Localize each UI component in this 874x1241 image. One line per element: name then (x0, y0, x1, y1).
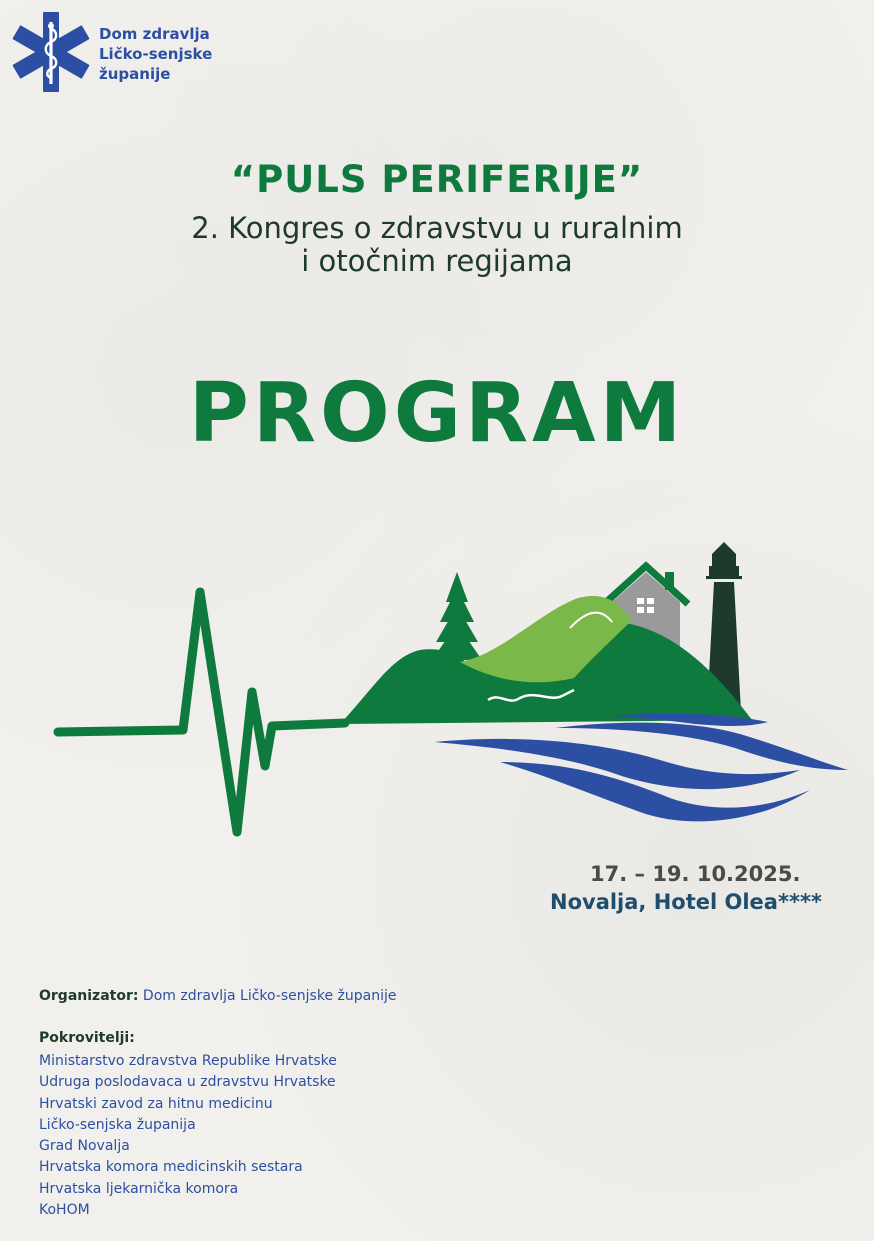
sponsor-item: Grad Novalja (39, 1138, 130, 1155)
sponsor-item: Ministarstvo zdravstva Republike Hrvatske (39, 1053, 337, 1069)
sponsors-label: Pokrovitelji: (39, 1030, 135, 1046)
sponsor-item: Udruga poslodavaca u zdravstvu Hrvatske (39, 1074, 336, 1091)
sponsor-item: Hrvatska komora medicinskih sestara (39, 1159, 303, 1176)
event-venue: Novalja, Hotel Olea**** (550, 890, 822, 914)
subtitle-line: i otočnim regijama (301, 244, 573, 278)
program-heading: PROGRAM (188, 366, 686, 461)
waves-icon (434, 714, 848, 822)
logo-line: županije (99, 65, 171, 83)
sponsor-item: Hrvatski zavod za hitnu medicinu (39, 1095, 273, 1112)
sponsors-list (39, 1051, 337, 1221)
logo-line: Dom zdravlja (99, 25, 210, 43)
sponsor-item: KoHOM (39, 1202, 90, 1219)
logo-text (99, 24, 212, 84)
logo-line: Ličko-senjske (99, 45, 213, 63)
logo (12, 12, 232, 96)
organizer-value: Dom zdravlja Ličko-senjske županije (142, 988, 397, 1004)
congress-title: “PULS PERIFERIJE” (230, 158, 644, 201)
event-date: 17. – 19. 10.2025. (590, 862, 801, 886)
congress-subtitle (0, 212, 874, 278)
heartbeat-line-icon (58, 592, 345, 832)
sponsor-item: Hrvatska ljekarnička komora (39, 1180, 239, 1197)
sponsor-item: Ličko-senjska županija (39, 1116, 196, 1133)
hills-icon (340, 596, 752, 724)
star-of-life-icon (12, 12, 92, 96)
organizer (39, 988, 396, 1004)
congress-illustration (0, 530, 874, 840)
organizer-label: Organizator (39, 988, 133, 1004)
subtitle-line: 2. Kongres o zdravstvu u ruralnim (191, 211, 683, 245)
organizer-colon: : (132, 988, 139, 1004)
